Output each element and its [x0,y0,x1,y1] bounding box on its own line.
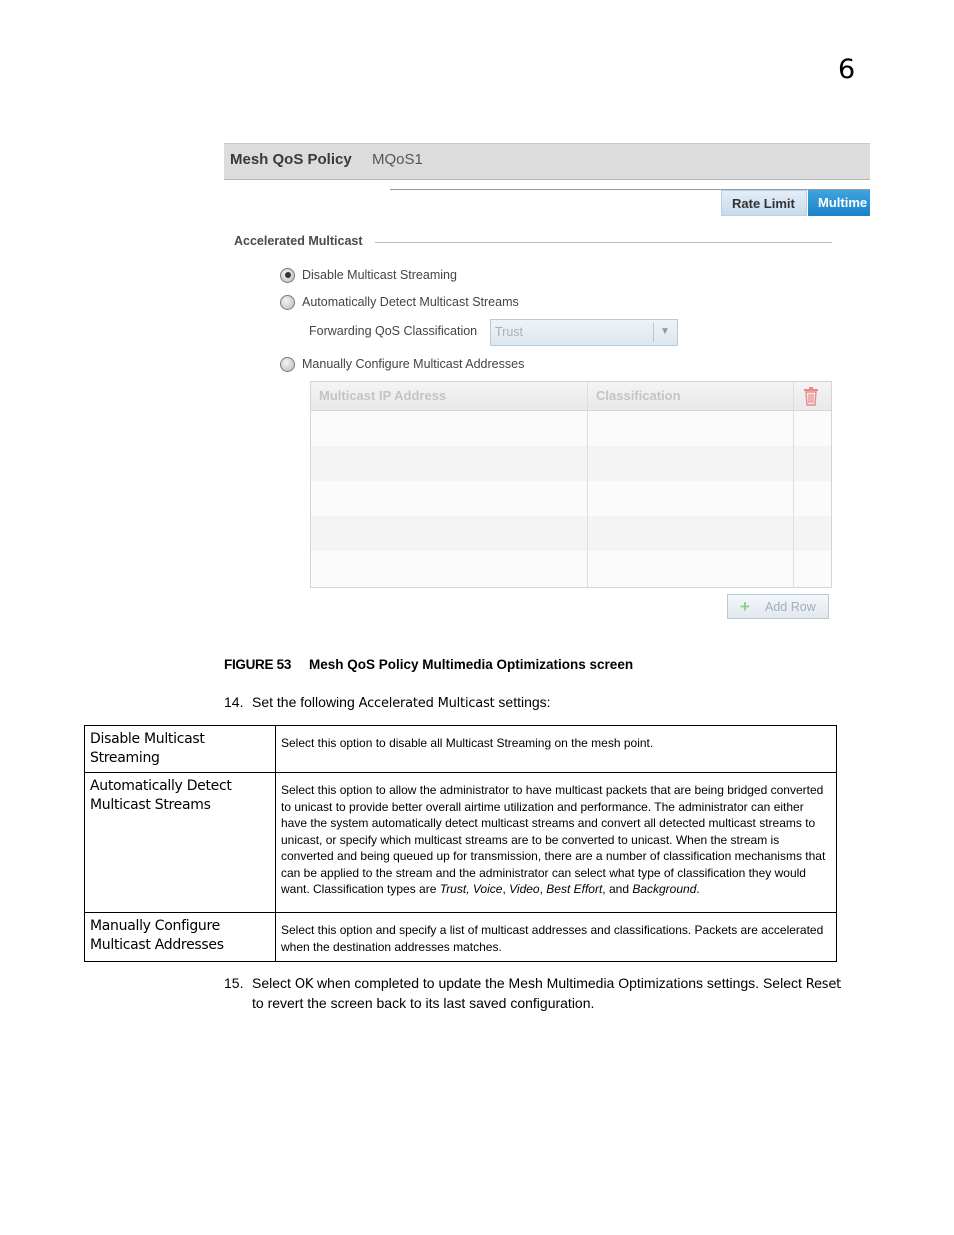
policy-name: MQoS1 [372,151,423,168]
radio-label: Automatically Detect Multicast Streams [302,295,519,309]
column-header-ip[interactable]: Multicast IP Address [319,388,447,403]
description-text: Select this option to allow the administrator to have multicast packets that are being bridged converted to unicast to provide better overall airtime utilization and performance. The administrator can either have the system automatically detect multicast streams and convert all detected multicast streams to unicast, or specify which multicast streams are to be converted to unicast. When the stream is converted and being queued up for transmission, there are a number of classification mechanisms that can be applied to the stream and the administrator can select what type of classification they would want. Classification types are [281,783,826,896]
separator: , [539,882,547,896]
table-header [311,382,831,411]
table-row[interactable] [311,516,831,551]
policy-title-bar [224,143,870,180]
forwarding-qos-select[interactable] [490,319,678,346]
ui-term: Reset [805,977,842,992]
table-row[interactable] [311,411,831,446]
tab-multimedia[interactable]: Multime [808,190,870,216]
table-row [85,773,837,913]
table-row [85,913,837,962]
step-text-part: Select [252,975,295,991]
radio-button-selected[interactable] [280,268,295,283]
select-separator [653,323,654,342]
radio-disable-multicast[interactable] [280,266,457,284]
figure-number: FIGURE 53 [224,657,292,672]
radio-label: Disable Multicast Streaming [302,268,457,282]
radio-auto-detect[interactable] [280,293,519,311]
setting-name: Automatically Detect Multicast Streams [85,773,276,913]
step-text-part: when completed to update the Mesh Multimedia Optimizations settings. Select [313,975,806,991]
column-divider [587,382,588,587]
classification-type: Video [509,882,540,896]
separator: , [502,882,510,896]
settings-table [84,725,837,962]
select-value: Trust [495,325,524,339]
column-header-classification[interactable]: Classification [596,388,681,403]
separator: . [696,882,700,896]
step-text [252,693,842,713]
section-divider [375,242,832,243]
chapter-number: 6 [838,54,856,85]
multicast-address-table [310,381,832,588]
step-text [252,974,842,1013]
setting-description [276,773,837,913]
figure-caption [224,657,634,672]
table-row[interactable] [311,481,831,516]
classification-type: Trust, Voice [439,882,503,896]
radio-button[interactable] [280,357,295,372]
table-row [85,726,837,773]
step-text-part: Set the following [252,694,359,710]
chevron-down-icon[interactable]: ▼ [660,326,670,337]
ui-term: OK [294,977,314,992]
screenshot-panel [224,143,870,623]
add-row-label: Add Row [765,600,816,614]
policy-title: Mesh QoS Policy [230,151,352,168]
figure-title: Mesh QoS Policy Multimedia Optimizations screen [309,657,634,672]
section-label: Accelerated Multicast [234,234,363,248]
trash-icon[interactable] [803,386,819,406]
step-number: 15. [224,975,244,991]
setting-name: Manually Configure Multicast Addresses [85,913,276,962]
radio-label: Manually Configure Multicast Addresses [302,357,525,371]
classification-type: Background [632,882,697,896]
step-text-part: settings: [494,694,551,710]
separator: , and [602,882,633,896]
table-row[interactable] [311,551,831,587]
step-text-part: to revert the screen back to its last saved configuration. [252,995,595,1011]
radio-button[interactable] [280,295,295,310]
radio-manual-configure[interactable] [280,355,524,373]
setting-description: Select this option and specify a list of multicast addresses and classifications. Packets are accelerated when the destination addresses matches. [276,913,837,962]
step-number: 14. [224,694,244,710]
ui-term: Accelerated Multicast [358,696,495,711]
plus-icon: + [740,597,750,616]
tab-rate-limit[interactable]: Rate Limit [721,190,807,216]
classification-type: Best Effort [546,882,603,896]
table-row[interactable] [311,446,831,481]
setting-name: Disable Multicast Streaming [85,726,276,773]
forwarding-qos-label: Forwarding QoS Classification [309,324,478,338]
setting-description: Select this option to disable all Multicast Streaming on the mesh point. [276,726,837,773]
column-divider [793,382,794,587]
add-row-button[interactable] [727,594,829,619]
